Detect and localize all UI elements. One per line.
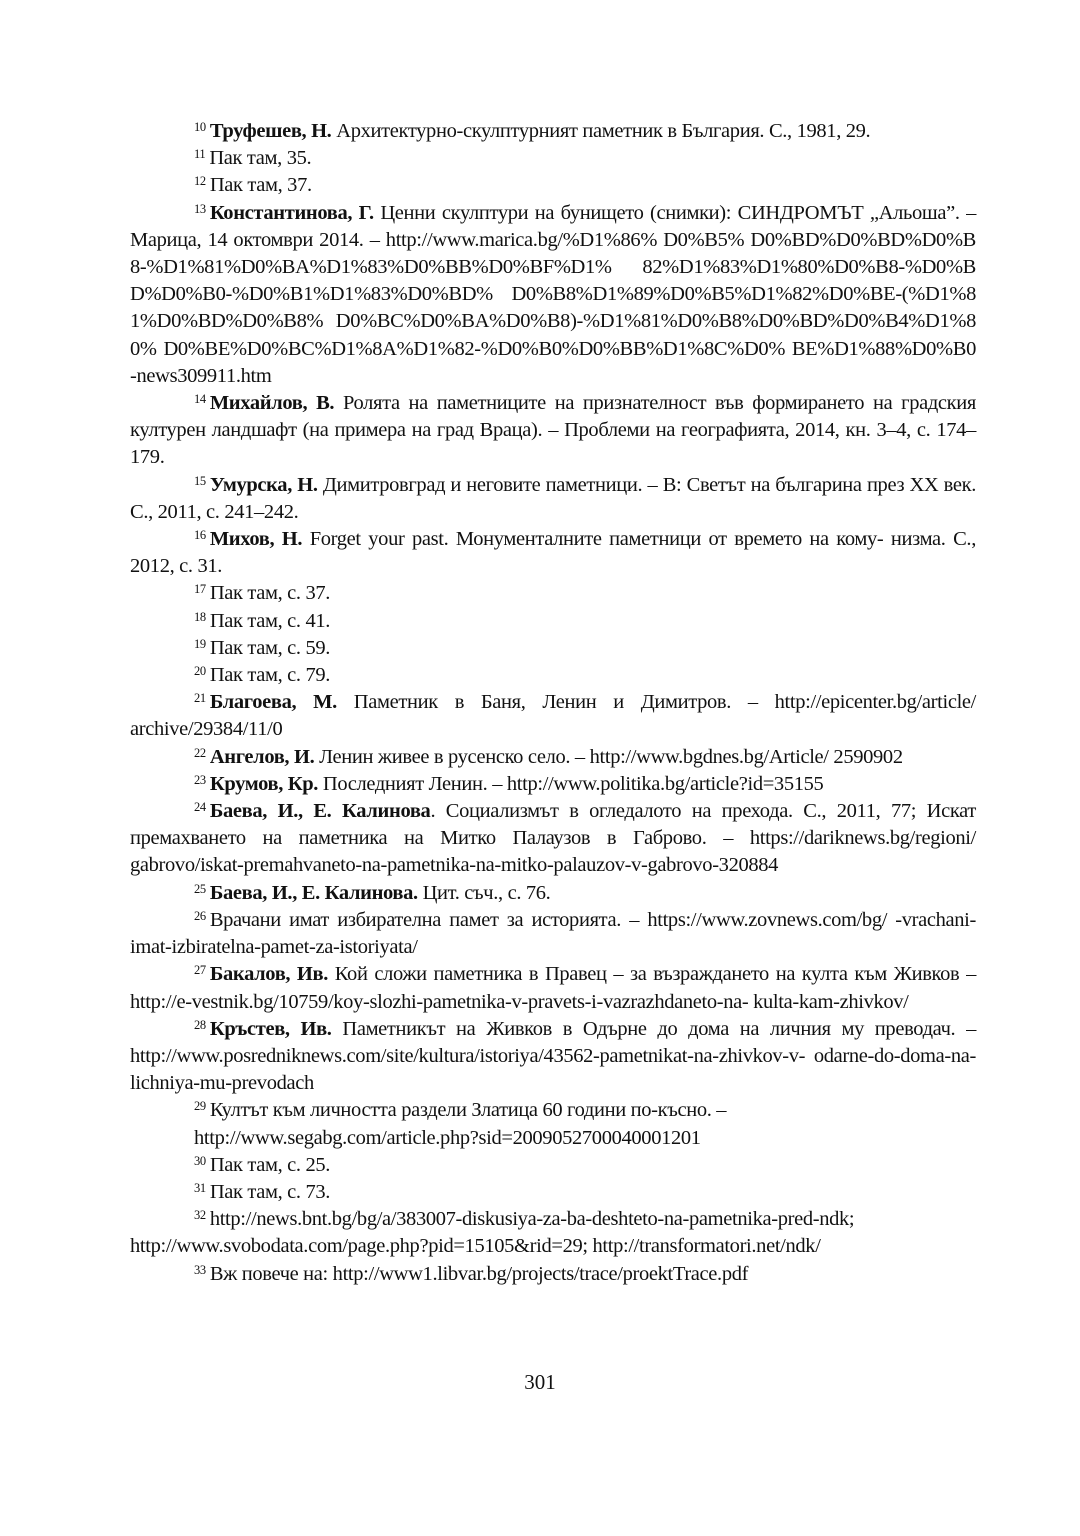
footnote-18 bbox=[130, 608, 976, 635]
footnote-author: Кръстев, Ив. bbox=[209, 1017, 332, 1040]
footnote-33 bbox=[130, 1261, 976, 1288]
footnote-text: Вж повече на: http://www1.libvar.bg/projects/trace/proektTrace.pdf bbox=[209, 1262, 749, 1285]
footnote-32 bbox=[130, 1206, 976, 1260]
footnote-text: Ценни скулптури на бунището (снимки): СИНДРОМЪТ „Альоша”. – Марица, 14 октомври 2014. – http://www.marica.bg/%D1%86% D0%B5% D0%BD%D0%BD%D0%B8-%D1%81%D0%BA%D1%83%D0%BB%D0%BF%D1% 82%D1%83%D1%80%D0%B8-%D0%BD%D0%B0-%D0%B1%D1%83%D0%BD% D0%B8%D1%89%D0%B5%D1%82%D0%BE-(%D1%81%D0%BD%D0%B8% D0%BC%D0%BA%D0%B8)-%D1%81%D0%B8%D0%BD%D0%B4%D1%80% D0%BE%D0%BC%D1%8A%D1%82-%D0%B0%D0%BB%D1%8C%D0% BE%D1%88%D0%B0-news309911.htm bbox=[130, 201, 977, 387]
footnote-28 bbox=[130, 1016, 976, 1098]
footnote-number: 18 bbox=[194, 609, 206, 624]
footnote-26 bbox=[130, 907, 976, 961]
footnote-number: 13 bbox=[194, 201, 206, 216]
footnote-number: 15 bbox=[194, 473, 206, 488]
footnote-text: Пак там, с. 59. bbox=[209, 636, 331, 659]
footnote-number: 16 bbox=[194, 528, 206, 543]
footnote-17 bbox=[130, 580, 976, 607]
footnote-25 bbox=[130, 880, 976, 907]
footnote-30 bbox=[130, 1152, 976, 1179]
footnote-31 bbox=[130, 1179, 976, 1206]
footnote-text: http://news.bnt.bg/bg/a/383007-diskusiya-za-ba-deshteto-na-pametnika-pred-ndk; http://www.svobodata.com/page.php?pid=15105&rid=29; http://transformatori.net/ndk/ bbox=[130, 1208, 855, 1258]
footnote-number: 26 bbox=[194, 908, 206, 923]
footnote-text: Култът към личността раздели Златица 60 години по-късно. – bbox=[209, 1099, 727, 1122]
footnote-number: 32 bbox=[194, 1208, 206, 1223]
footnote-author: Умурска, Н. bbox=[209, 473, 318, 496]
footnote-number: 11 bbox=[194, 147, 206, 162]
footnote-24 bbox=[130, 798, 976, 880]
footnote-number: 31 bbox=[194, 1180, 206, 1195]
footnote-number: 17 bbox=[194, 582, 206, 597]
page-number: 301 bbox=[524, 1370, 556, 1394]
footnote-number: 30 bbox=[194, 1153, 206, 1168]
footnote-13 bbox=[130, 200, 976, 390]
footnote-20 bbox=[130, 662, 976, 689]
footnote-number: 12 bbox=[194, 174, 206, 189]
footnote-15 bbox=[130, 472, 976, 526]
footnote-text: Ленин живее в русенско село. – http://www.bgdnes.bg/Article/ 2590902 bbox=[314, 745, 903, 768]
footnote-29 bbox=[130, 1097, 976, 1151]
footnote-text: Пак там, с. 79. bbox=[209, 664, 331, 687]
footnote-text: Архитектурно-скулптурният паметник в България. С., 1981, 29. bbox=[331, 120, 871, 142]
footnote-text: Пак там, с. 37. bbox=[209, 582, 331, 605]
footnote-number: 33 bbox=[194, 1262, 206, 1277]
footnote-text: Кой сложи паметника в Правец – за възраждането на култа към Живков – http://e-vestnik.bg/10759/koy-slozhi-pametnika-v-pravets-i-vazrazhdaneto-na- kulta-kam-zhivkov/ bbox=[130, 963, 976, 1013]
footnote-text: Forget your past. Монументалните паметници от времето на кому- низма. С., 2012, с. 31. bbox=[130, 528, 976, 578]
footnote-number: 25 bbox=[194, 881, 206, 896]
footnote-author: Баева, И., Е. Калинова. bbox=[209, 881, 418, 904]
footnote-11 bbox=[130, 145, 976, 172]
footnote-number: 29 bbox=[194, 1099, 206, 1114]
footnote-12 bbox=[130, 172, 976, 199]
footnote-text-continued: http://www.segabg.com/article.php?sid=2009052700040001201 bbox=[194, 1126, 701, 1149]
footnote-text: Последният Ленин. – http://www.politika.bg/article?id=35155 bbox=[318, 772, 824, 795]
footnote-21 bbox=[130, 689, 976, 743]
footnote-number: 14 bbox=[194, 392, 206, 407]
footnote-19 bbox=[130, 635, 976, 662]
footnote-text: Пак там, с. 41. bbox=[209, 609, 331, 632]
footnotes-block bbox=[130, 118, 976, 1288]
footnote-author: Константинова, Г. bbox=[209, 201, 374, 224]
footnote-author: Ангелов, И. bbox=[209, 745, 315, 768]
footnote-text: Пак там, с. 25. bbox=[209, 1153, 331, 1176]
footnote-16 bbox=[130, 526, 976, 580]
footnote-text: Пак там, 35. bbox=[209, 147, 312, 170]
footnote-14 bbox=[130, 390, 976, 472]
footnote-text: . Социализмът в огледалото на прехода. С., 2011, 77; Искат премахването на паметника на Митко Палаузов в Габрово. – https://dariknews.bg/regioni/ gabrovo/iskat-premahvaneto-na-pametnika-na-mitko-palauzov-v-gabrovo-320884 bbox=[130, 800, 976, 877]
footnote-number: 22 bbox=[194, 745, 206, 760]
footnote-author: Крумов, Кр. bbox=[209, 772, 319, 795]
footnote-number: 10 bbox=[194, 120, 206, 134]
footnote-text: Димитровград и неговите паметници. – В: Светът на българина през XX век. С., 2011, с. 241–242. bbox=[130, 473, 976, 523]
footnote-10 bbox=[130, 118, 976, 145]
footnote-text: Пак там, 37. bbox=[209, 174, 312, 197]
footnote-text: Ролята на паметниците на признателност във формирането на градския културен ландшафт (на примера на град Враца). – Проблеми на географията, 2014, кн. 3–4, с. 174–179. bbox=[130, 392, 976, 469]
footnote-text: Цит. съч., с. 76. bbox=[417, 881, 551, 904]
footnote-author: Бакалов, Ив. bbox=[209, 963, 329, 986]
footnote-text: Пак там, с. 73. bbox=[209, 1180, 331, 1203]
footnote-author: Труфешев, Н. bbox=[209, 120, 332, 142]
footnote-22 bbox=[130, 744, 976, 771]
footnote-number: 28 bbox=[194, 1017, 206, 1032]
footnote-text: Паметникът на Живков в Одърне до дома на личния му преводач. – http://www.posredniknews.com/site/kultura/istoriya/43562-pametnikat-na-zhivkov-v- odarne-do-doma-na-lichniya-mu-prevodach bbox=[130, 1017, 976, 1095]
footnote-text: Паметник в Баня, Ленин и Димитров. – http://epicenter.bg/article/ archive/29384/11/0 bbox=[130, 691, 977, 741]
footnote-number: 19 bbox=[194, 636, 206, 651]
footnote-author: Благоева, М. bbox=[209, 691, 337, 714]
footnote-number: 20 bbox=[194, 664, 206, 679]
footnote-author: Михов, Н. bbox=[209, 528, 303, 551]
footnote-author: Баева, И., Е. Калинова bbox=[209, 800, 431, 823]
footnote-author: Михайлов, В. bbox=[209, 392, 335, 415]
footnote-number: 27 bbox=[194, 963, 206, 978]
footnote-27 bbox=[130, 961, 976, 1015]
footnote-number: 21 bbox=[194, 691, 206, 706]
footnote-number: 23 bbox=[194, 772, 206, 787]
footnote-23 bbox=[130, 771, 976, 798]
footnote-number: 24 bbox=[194, 800, 206, 815]
footnote-text: Врачани имат избирателна памет за историята. – https://www.zovnews.com/bg/ -vrachani-imat-izbiratelna-pamet-za-istoriyata/ bbox=[130, 908, 976, 959]
